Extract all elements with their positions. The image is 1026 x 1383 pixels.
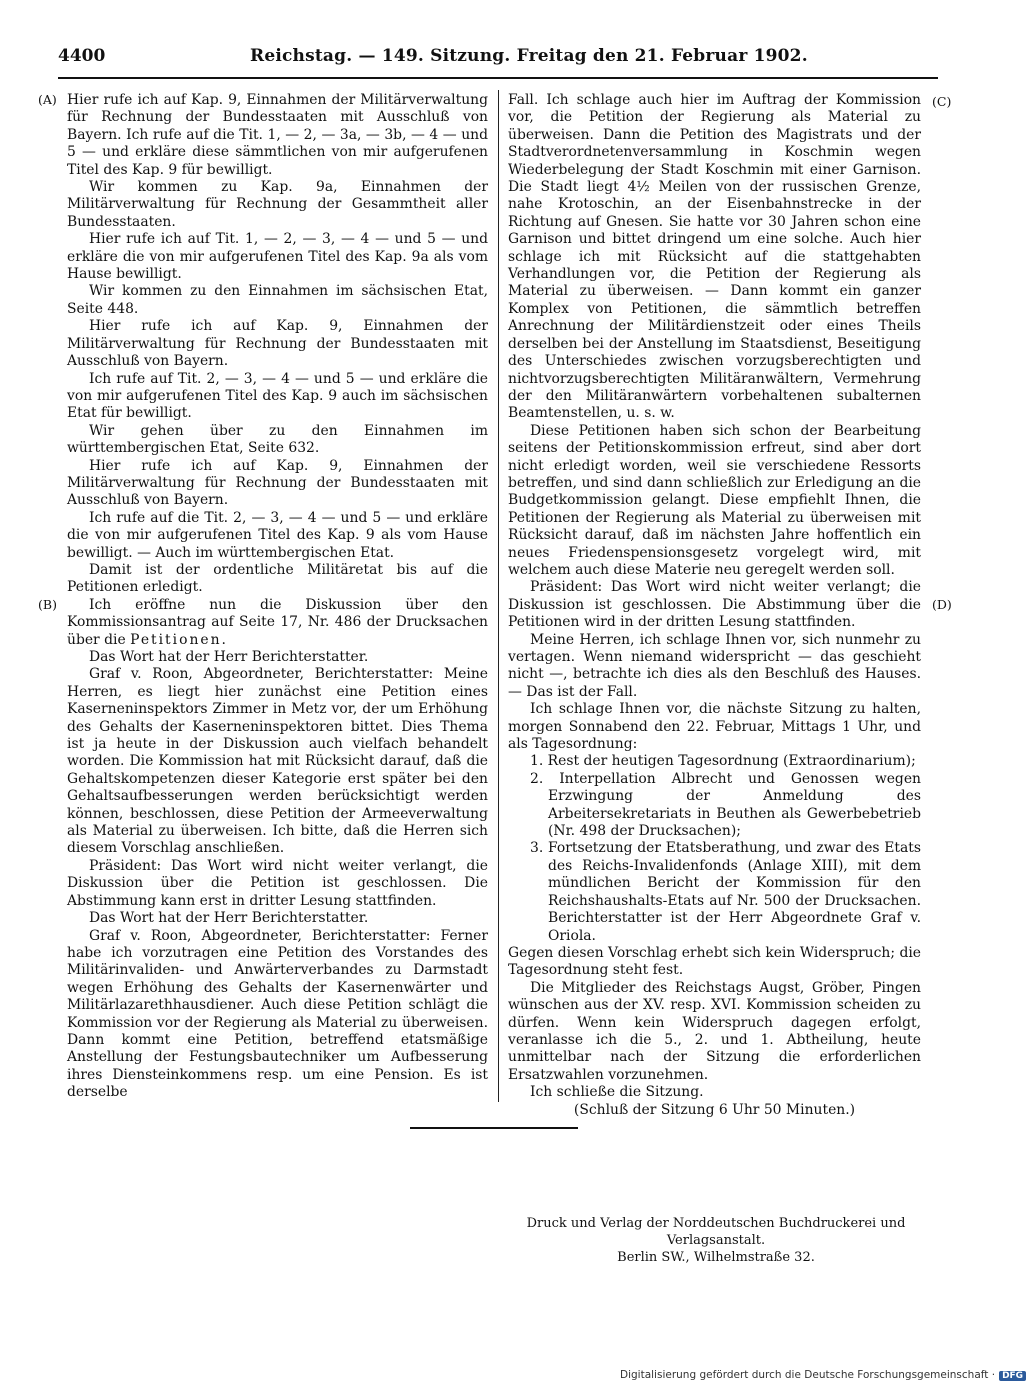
paragraph: Wir kommen zu den Einnahmen im sächsischen Etat, Seite 448. xyxy=(67,283,488,317)
paragraph: Hier rufe ich auf Kap. 9, Einnahmen der Militärverwaltung für Rechnung der Bundesstaaten mit Ausschluß von Bayern. xyxy=(67,318,488,370)
right-column xyxy=(508,92,921,1119)
left-column xyxy=(67,92,488,1102)
footer-text: Digitalisierung gefördert durch die Deutsche Forschungsgemeinschaft · xyxy=(620,1369,996,1381)
page-title: Reichstag. — 149. Sitzung. Freitag den 21. Februar 1902. xyxy=(250,46,808,66)
paragraph: Hier rufe ich auf Kap. 9, Einnahmen der Militärverwaltung für Rechnung der Bundesstaaten mit Ausschluß von Bayern. xyxy=(67,457,488,509)
paragraph: Das Wort hat der Herr Berichterstatter. xyxy=(89,910,369,927)
paragraph: Wir gehen über zu den Einnahmen im württembergischen Etat, Seite 632. xyxy=(67,422,488,457)
closing-note: (Schluß der Sitzung 6 Uhr 50 Minuten.) xyxy=(573,1101,856,1118)
paragraph: Hier rufe ich auf Kap. 9, Einnahmen der Militärverwaltung für Rechnung der Bundesstaaten mit Ausschluß von Bayern. Ich rufe auf die Tit. 1, — 2, — 3a, — 3b, — 4 — und 5 — und erkläre diese sämmtlichen von mir aufgerufenen Titel des Kap. 9 für bewilligt. xyxy=(67,92,488,178)
page-header xyxy=(58,44,808,70)
spaced-word: Petitionen. xyxy=(130,631,228,648)
paragraph: Meine Herren, ich schlage Ihnen vor, sich nunmehr zu vertagen. Wenn niemand widerspricht — das geschieht nicht —, betrachte ich dies als den Beschluß des Hauses. — Das ist der Fall. xyxy=(508,631,921,700)
paragraph: Gegen diesen Vorschlag erhebt sich kein Widerspruch; die Tagesordnung steht fest. xyxy=(508,944,921,979)
digitization-footer xyxy=(620,1369,1024,1381)
paragraph-text: Ich eröffne nun die Diskussion über den Kommissionsantrag auf Seite 17, Nr. 486 der Drucksachen über die xyxy=(67,596,488,648)
margin-mark-c: (C) xyxy=(932,94,952,109)
printer-address: Berlin SW., Wilhelmstraße 32. xyxy=(617,1250,815,1265)
paragraph: Hier rufe ich auf Tit. 1, — 2, — 3, — 4 — und 5 — und erkläre die von mir aufgerufenen Titel des Kap. 9a als vom Hause bewilligt. xyxy=(67,231,488,283)
paragraph: Die Mitglieder des Reichstags Augst, Gröber, Pingen wünschen aus der XV. resp. XVI. Kommission scheiden zu dürfen. Wenn kein Widerspruch dagegen erfolgt, veranlasse ich die 5., 2. und 1. Abtheilung, heute unmittelbar nach der Sitzung die erforderlichen Ersatzwahlen vorzunehmen. xyxy=(508,979,921,1083)
paragraph: Fall. Ich schlage auch hier im Auftrag der Kommission vor, die Petition der Regierung als Material zu überweisen. Dann die Petition des Magistrats und der Stadtverordnetenversammlung in Koschmin wegen Wiederbelegung der Stadt Koschmin mit einer Garnison. Die Stadt liegt 4½ Meilen von der russischen Grenze, nahe Krotoschin, an der Eisenbahnstrecke in der Richtung auf Gnesen. Sie hatte vor 30 Jahren schon eine Garnison und bittet dringend um eine solche. Auch hier schlage ich mit Rücksicht auf die stattgehabten Verhandlungen vor, die Petition der Regierung als Material zu überweisen. — Dann kommt ein ganzer Komplex von Petitionen, die sämmtlich betreffen Anrechnung der Militärdienstzeit oder eines Theils derselben bei der Anstellung im Staatsdienst, Beseitigung des Unterschiedes zwischen vorzugsberechtigten und nichtvorzugsberechtigten Militäranwältern, Vermehrung der den Militäranwärtern vorbehaltenen subalternen Beamtenstellen, u. s. w. xyxy=(508,92,921,422)
paragraph: Damit ist der ordentliche Militäretat bis auf die Petitionen erledigt. xyxy=(67,561,488,596)
column-divider xyxy=(498,90,499,1102)
margin-mark-a: (A) xyxy=(38,92,57,107)
paragraph-with-spaced-word xyxy=(67,597,488,649)
end-rule xyxy=(410,1127,578,1129)
paragraph: Ich schlage Ihnen vor, die nächste Sitzung zu halten, morgen Sonnabend den 22. Februar, Mittags 1 Uhr, und als Tagesordnung: xyxy=(508,701,921,753)
header-rule xyxy=(58,77,938,79)
paragraph: Das Wort hat der Herr Berichterstatter. xyxy=(89,649,369,665)
agenda-item: 3. Fortsetzung der Etatsberathung, und zwar des Etats des Reichs-Invalidenfonds (Anlage XIII), mit dem mündlichen Bericht der Kommission für den Reichshaushalts-Etats auf Nr. 500 der Drucksachen. Berichterstatter ist der Herr Abgeordnete Graf v. Oriola. xyxy=(530,840,921,944)
paragraph: Präsident: Das Wort wird nicht weiter verlangt, die Diskussion über die Petition ist geschlossen. Die Abstimmung kann erst in dritter Lesung stattfinden. xyxy=(67,857,488,909)
paragraph: Graf v. Roon, Abgeordneter, Berichterstatter: Ferner habe ich vorzutragen eine Petition des Vorstandes des Militärinvaliden- und Anwärterverbandes zu Darmstadt wegen Erhöhung des Gehalts der Kasernenwärter und Militärlazarethhausdiener. Auch diese Petition schlägt die Kommission vor der Regierung als Material zu überweisen. Dann kommt eine Petition, betreffend etatsmäßige Anstellung der Festungsbautechniker um Aufbesserung ihres Diensteinkommens resp. um eine Pension. Es ist derselbe xyxy=(67,927,488,1101)
agenda-item: 1. Rest der heutigen Tagesordnung (Extraordinarium); xyxy=(530,753,916,770)
page-number: 4400 xyxy=(58,46,106,66)
dfg-logo: DFG xyxy=(999,1371,1026,1381)
printer-imprint xyxy=(500,1215,932,1266)
margin-mark-b: (B) xyxy=(38,597,57,612)
margin-mark-d: (D) xyxy=(932,597,952,612)
agenda-item: 2. Interpellation Albrecht und Genossen wegen Erzwingung der Anmeldung des Arbeitersekretariats in Beuthen als Gewerbebetrieb (Nr. 498 der Drucksachen); xyxy=(530,770,921,840)
paragraph: Ich rufe auf die Tit. 2, — 3, — 4 — und 5 — und erkläre die von mir aufgerufenen Titel des Kap. 9 als vom Hause bewilligt. — Auch im württembergischen Etat. xyxy=(67,509,488,561)
printer-line: Druck und Verlag der Norddeutschen Buchdruckerei und Verlagsanstalt. xyxy=(526,1216,906,1248)
paragraph: Ich rufe auf Tit. 2, — 3, — 4 — und 5 — und erkläre die von mir aufgerufenen Titel des Kap. 9 auch im sächsischen Etat für bewilligt. xyxy=(67,370,488,422)
paragraph: Ich schließe die Sitzung. xyxy=(530,1084,704,1101)
paragraph: Präsident: Das Wort wird nicht weiter verlangt; die Diskussion ist geschlossen. Die Abstimmung über die Petitionen wird in der dritten Lesung stattfinden. xyxy=(508,579,921,631)
paragraph: Wir kommen zu Kap. 9a, Einnahmen der Militärverwaltung für Rechnung der Gesammtheit aller Bundesstaaten. xyxy=(67,179,488,230)
paragraph: Graf v. Roon, Abgeordneter, Berichterstatter: Meine Herren, es liegt hier zunächst eine Petition eines Kaserneninspektors Zimmer in Metz vor, der um Erhöhung des Gehalts der Kaserneninspektoren bittet. Dies Thema ist ja heute in der Diskussion auch vielfach behandelt worden. Die Kommission hat mit Rücksicht darauf, daß die Gehaltskompetenzen dieser Kategorie erst später bei den Gehaltsaufbesserungen werden berücksichtigt werden können, beschlossen, diese Petition der Armeeverwaltung als Material zu überweisen. Ich bitte, daß die Herren sich diesem Vorschlag anschließen. xyxy=(67,666,488,857)
paragraph: Diese Petitionen haben sich schon der Bearbeitung seitens der Petitionskommission erfreut, sind aber dort nicht erledigt worden, weil sie verschiedene Ressorts betreffen, und sind dann schließlich zur Erledigung an die Budgetkommission gelangt. Diese empfiehlt Ihnen, die Petitionen der Regierung als Material zu überweisen mit Rücksicht darauf, daß im nächsten Jahre hoffentlich ein neues Friedenspensionsgesetz vorgelegt wird, mit welchem auch diese Materie neu geregelt werden soll. xyxy=(508,422,921,578)
